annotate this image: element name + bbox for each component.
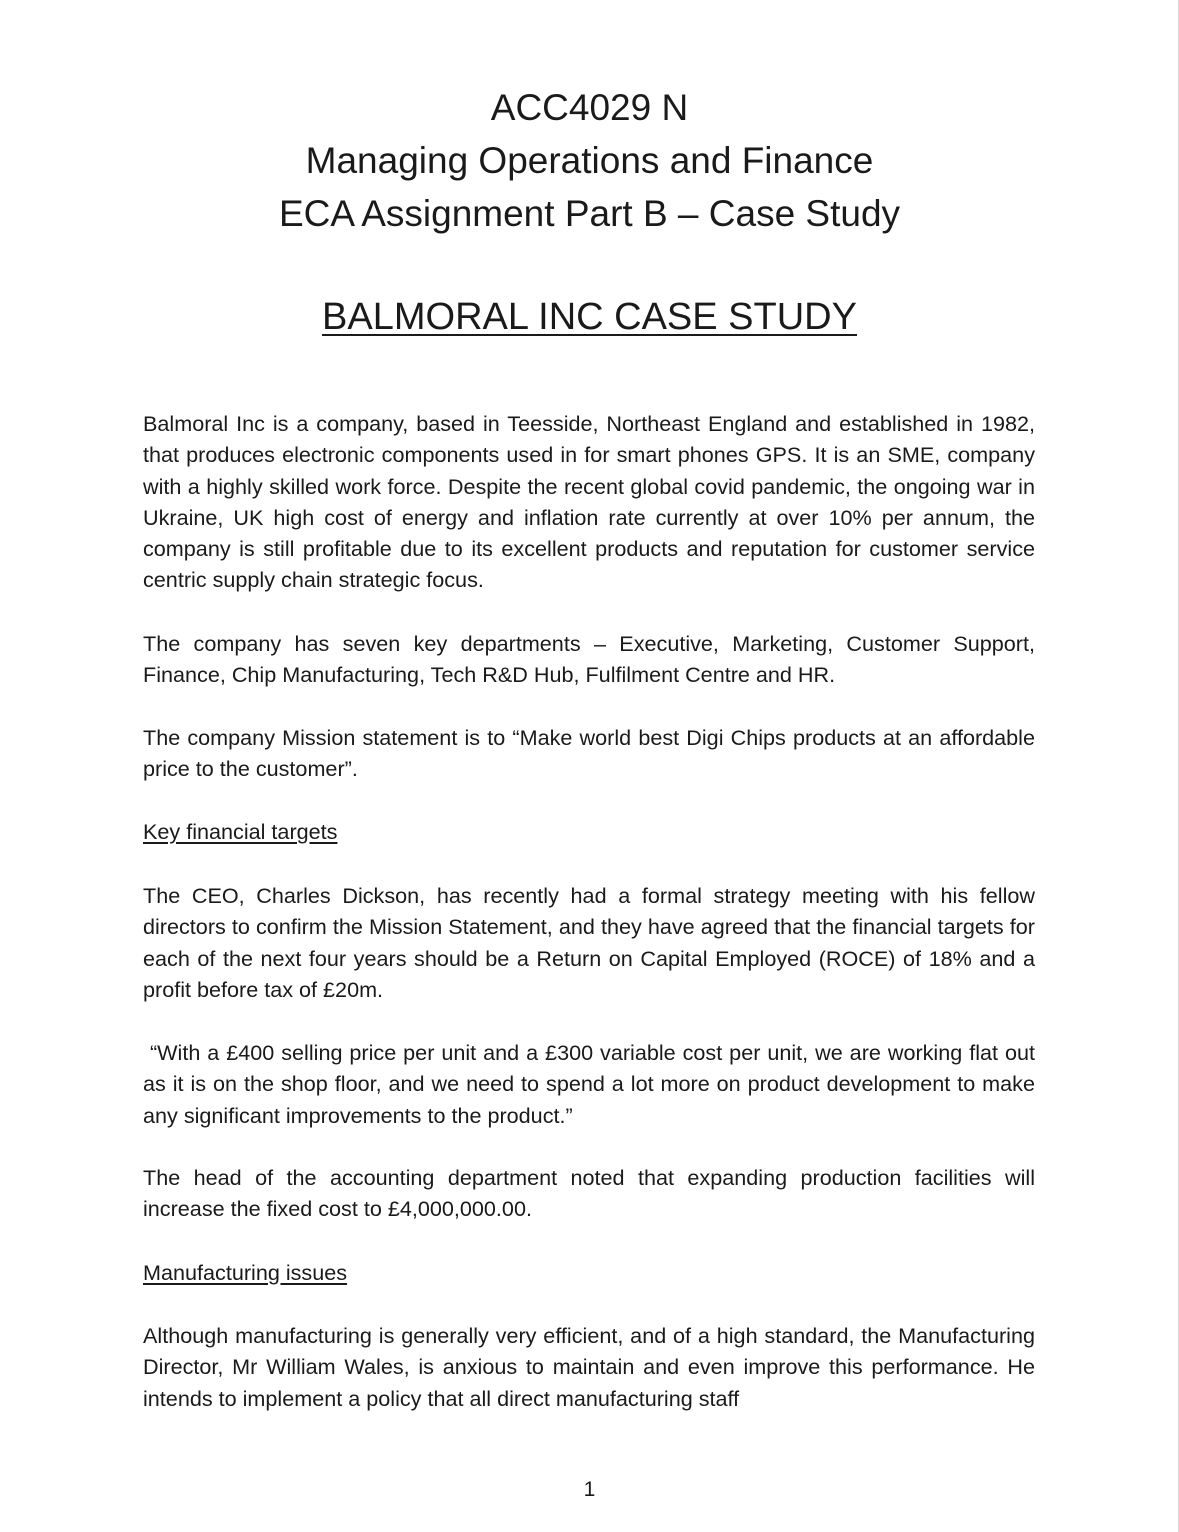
subheading-manufacturing-issues: Manufacturing issues: [143, 1260, 348, 1285]
quote-paragraph: “With a £400 selling price per unit and a £300 variable cost per unit, we are working flat out as it is on the shop floor, and we need to spend a lot more on product development to make any significant improvements to the product.”: [143, 1040, 1035, 1128]
case-study-title: BALMORAL INC CASE STUDY: [322, 296, 857, 338]
intro-paragraph: Balmoral Inc is a company, based in Teesside, Northeast England and established in 1982, that produces electronic components used in for smart phones GPS. It is an SME, company with a highly skilled work force. Despite the recent global covid pandemic, the ongoing war in Ukraine, UK high cost of energy and inflation rate currently at over 10% per annum, the company is still profitable due to its excellent products and reputation for customer service centric supply chain strategic focus.: [143, 411, 1035, 593]
course-title: Managing Operations and Finance: [305, 140, 874, 181]
subheading-key-financial-targets: Key financial targets: [143, 819, 338, 844]
assignment-title: ECA Assignment Part B – Case Study: [278, 193, 901, 234]
targets-paragraph: The CEO, Charles Dickson, has recently had a formal strategy meeting with his fellow directors to confirm the Mission Statement, and they have agreed that the financial targets for each of the next four years should be a Return on Capital Employed (ROCE) of 18% and a profit before tax of £20m.: [143, 883, 1035, 1002]
departments-paragraph: The company has seven key departments – Executive, Marketing, Customer Support, Finance, Chip Manufacturing, Tech R&D Hub, Fulfilment Centre and HR.: [143, 631, 1035, 688]
accounting-paragraph: The head of the accounting department noted that expanding production facilities will increase the fixed cost to £4,000,000.00.: [143, 1165, 1035, 1222]
course-code: ACC4029 N: [490, 87, 689, 128]
mission-paragraph: The company Mission statement is to “Make world best Digi Chips products at an affordable price to the customer”.: [143, 725, 1035, 782]
document-header: [0, 81, 1179, 240]
page-number: 1: [583, 1478, 596, 1501]
manufacturing-paragraph: Although manufacturing is generally very efficient, and of a high standard, the Manufacturing Director, Mr William Wales, is anxious to maintain and even improve this performance. He intends to implement a policy that all direct manufacturing staff: [143, 1323, 1035, 1411]
